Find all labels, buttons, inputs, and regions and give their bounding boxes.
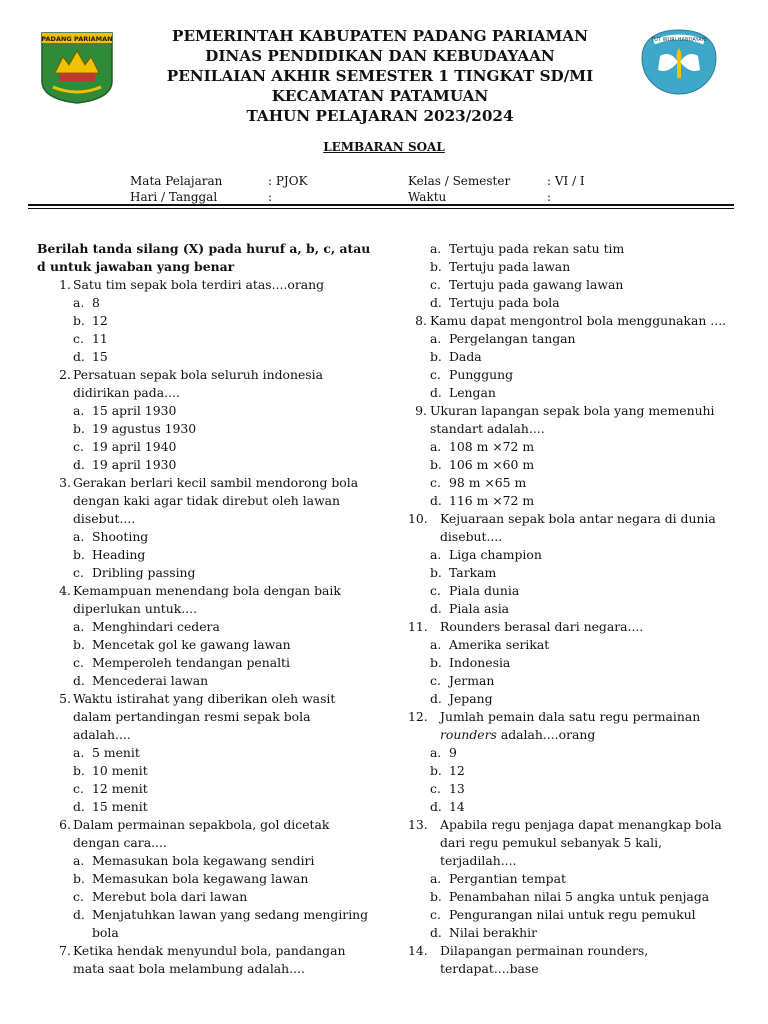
day-label: Hari / Tanggal (130, 190, 218, 204)
option-text: Jepang (449, 691, 493, 706)
question-item (37, 942, 372, 978)
class-label: Kelas / Semester (408, 174, 511, 188)
option-text: Pengurangan nilai untuk regu pemukul (449, 907, 696, 922)
question-text-italic: rounders (440, 727, 497, 742)
option-letter: b. (73, 421, 85, 436)
option-letter: d. (430, 601, 442, 616)
question-number: 3. (59, 475, 71, 490)
option-letter: c. (73, 781, 84, 796)
question-number: 2. (59, 367, 71, 382)
logo-motto-text: TUT WURI HANDAYANI (651, 37, 707, 43)
padang-pariaman-logo (39, 29, 115, 105)
option-text: 9 (449, 745, 457, 760)
option-text: 15 april 1930 (92, 403, 177, 418)
question-number: 13. (408, 817, 428, 832)
question-text: Kejuaraan sepak bola antar negara di dunia disebut.... (440, 511, 716, 544)
answer-option[interactable] (37, 546, 372, 564)
subject-value: : PJOK (268, 174, 308, 188)
option-letter: b. (73, 871, 85, 886)
answer-option[interactable] (37, 870, 372, 888)
option-letter: a. (430, 439, 442, 454)
option-letter: c. (430, 367, 441, 382)
question-item (408, 708, 738, 744)
option-text: Shooting (92, 529, 149, 544)
option-letter: b. (430, 457, 442, 472)
answer-option[interactable] (412, 906, 738, 924)
option-letter: d. (430, 295, 442, 310)
answer-option[interactable] (37, 636, 372, 654)
option-text: 19 april 1930 (92, 457, 177, 472)
option-letter: a. (73, 529, 85, 544)
header-divider-thick (28, 204, 734, 206)
question-item (408, 942, 738, 978)
option-text: Mencetak gol ke gawang lawan (92, 637, 291, 652)
option-text: 15 menit (92, 799, 148, 814)
answer-option[interactable] (37, 438, 372, 456)
option-letter: a. (430, 331, 442, 346)
answer-option[interactable] (412, 636, 738, 654)
answer-option[interactable] (37, 852, 372, 870)
option-text: 19 agustus 1930 (92, 421, 197, 436)
question-text: Persatuan sepak bola seluruh indonesia didirikan pada.... (73, 367, 323, 400)
answer-option[interactable] (412, 870, 738, 888)
option-text: Pergantian tempat (449, 871, 566, 886)
question-text: Ukuran lapangan sepak bola yang memenuhi standart adalah.... (430, 403, 715, 436)
option-letter: c. (73, 565, 84, 580)
option-letter: b. (73, 313, 85, 328)
option-text: Tertuju pada bola (449, 295, 560, 310)
question-text: Waktu istirahat yang diberikan oleh wasit dalam pertandingan resmi sepak bola adalah.... (73, 691, 336, 742)
option-letter: a. (430, 871, 442, 886)
option-letter: c. (430, 673, 441, 688)
option-text: 12 (92, 313, 108, 328)
question-item (408, 816, 738, 870)
option-text: Punggung (449, 367, 514, 382)
option-text: 108 m ×72 m (449, 439, 535, 454)
option-text: Dada (449, 349, 482, 364)
answer-option[interactable] (412, 276, 738, 294)
option-letter: a. (73, 295, 85, 310)
option-text: Tertuju pada gawang lawan (449, 277, 624, 292)
question-text: Dalam permainan sepakbola, gol dicetak dengan cara.... (73, 817, 330, 850)
answer-option[interactable] (412, 888, 738, 906)
option-text: 98 m ×65 m (449, 475, 527, 490)
option-letter: b. (430, 655, 442, 670)
option-letter: d. (430, 799, 442, 814)
answer-option[interactable] (37, 798, 372, 816)
answer-option[interactable] (412, 384, 738, 402)
question-text: Satu tim sepak bola terdiri atas....orang (73, 277, 325, 292)
answer-option[interactable] (412, 690, 738, 708)
logo-banner-text: PADANG PARIAMAN (41, 35, 113, 43)
option-text: Piala asia (449, 601, 510, 616)
question-number: 11. (408, 619, 428, 634)
option-text: 116 m ×72 m (449, 493, 535, 508)
answer-option[interactable] (412, 744, 738, 762)
option-letter: a. (430, 241, 442, 256)
day-value: : (268, 190, 273, 204)
answer-option[interactable] (412, 762, 738, 780)
option-text: Mencederai lawan (92, 673, 209, 688)
option-letter: d. (430, 691, 442, 706)
option-letter: a. (73, 745, 85, 760)
question-item (37, 690, 372, 744)
answer-option[interactable] (37, 672, 372, 690)
option-letter: d. (73, 799, 85, 814)
question-number: 6. (59, 817, 71, 832)
question-text: Ketika hendak menyundul bola, pandangan mata saat bola melambung adalah.... (73, 943, 346, 976)
option-text: Memasukan bola kegawang lawan (92, 871, 309, 886)
answer-option[interactable] (412, 240, 738, 258)
answer-option[interactable] (412, 258, 738, 276)
question-item (412, 312, 738, 330)
answer-option[interactable] (412, 564, 738, 582)
answer-option[interactable] (412, 672, 738, 690)
answer-option[interactable] (412, 924, 738, 942)
answer-option[interactable] (412, 600, 738, 618)
option-text: 8 (92, 295, 100, 310)
question-number: 10. (408, 511, 428, 526)
option-letter: a. (430, 745, 442, 760)
option-letter: d. (73, 457, 85, 472)
option-text: Indonesia (449, 655, 511, 670)
subject-label: Mata Pelajaran (130, 174, 223, 188)
question-number: 8. (415, 313, 427, 328)
option-text: Menghindari cedera (92, 619, 220, 634)
letterhead (150, 26, 610, 126)
answer-option[interactable] (412, 438, 738, 456)
question-item (37, 276, 372, 294)
answer-option[interactable] (412, 654, 738, 672)
answer-option[interactable] (412, 492, 738, 510)
question-number: 14. (408, 943, 428, 958)
question-item (37, 816, 372, 852)
option-letter: b. (73, 547, 85, 562)
answer-option[interactable] (37, 348, 372, 366)
answer-option[interactable] (37, 294, 372, 312)
right-column (408, 240, 738, 978)
question-item (412, 402, 738, 438)
option-letter: b. (73, 763, 85, 778)
question-text-part: Jumlah pemain dala satu regu permainan (440, 709, 701, 724)
answer-option[interactable] (37, 906, 372, 942)
option-letter: c. (430, 277, 441, 292)
answer-option[interactable] (37, 888, 372, 906)
question-text-part: adalah....orang (496, 727, 596, 742)
question-item (408, 618, 738, 636)
option-letter: c. (430, 583, 441, 598)
header-line-2: DINAS PENDIDIKAN DAN KEBUDAYAAN (205, 47, 555, 65)
answer-option[interactable] (412, 366, 738, 384)
question-item (37, 582, 372, 618)
question-text: Kamu dapat mengontrol bola menggunakan .... (430, 313, 727, 328)
option-letter: c. (73, 331, 84, 346)
option-letter: b. (430, 763, 442, 778)
option-letter: c. (73, 439, 84, 454)
option-text: Pergelangan tangan (449, 331, 576, 346)
option-letter: c. (73, 889, 84, 904)
answer-option[interactable] (37, 528, 372, 546)
option-text: 12 menit (92, 781, 148, 796)
option-text: Memasukan bola kegawang sendiri (92, 853, 315, 868)
answer-option[interactable] (37, 762, 372, 780)
question-text (440, 708, 738, 744)
option-text: 19 april 1940 (92, 439, 177, 454)
document-title: LEMBARAN SOAL (323, 140, 445, 154)
option-letter: c. (430, 907, 441, 922)
question-number: 7. (59, 943, 71, 958)
answer-option[interactable] (37, 456, 372, 474)
answer-option[interactable] (37, 312, 372, 330)
option-letter: c. (430, 781, 441, 796)
option-text: Merebut bola dari lawan (92, 889, 248, 904)
option-letter: d. (73, 907, 85, 922)
option-letter: d. (430, 385, 442, 400)
option-letter: c. (73, 655, 84, 670)
time-label: Waktu (408, 190, 447, 204)
option-letter: a. (430, 547, 442, 562)
answer-option[interactable] (37, 564, 372, 582)
option-text: 12 (449, 763, 465, 778)
option-letter: d. (73, 673, 85, 688)
answer-option[interactable] (412, 780, 738, 798)
option-text: 10 menit (92, 763, 148, 778)
question-number: 4. (59, 583, 71, 598)
answer-option[interactable] (412, 294, 738, 312)
option-letter: c. (430, 475, 441, 490)
answer-option[interactable] (37, 330, 372, 348)
option-text: 13 (449, 781, 465, 796)
tut-wuri-handayani-logo (640, 28, 718, 96)
answer-option[interactable] (412, 474, 738, 492)
instruction-text: Berilah tanda silang (X) pada huruf a, b, c, atau d untuk jawaban yang benar (37, 241, 371, 274)
option-text: Liga champion (449, 547, 542, 562)
option-letter: d. (430, 925, 442, 940)
option-text: 14 (449, 799, 465, 814)
question-number: 9. (415, 403, 427, 418)
option-text: Tertuju pada rekan satu tim (449, 241, 625, 256)
answer-option[interactable] (37, 618, 372, 636)
answer-option[interactable] (412, 798, 738, 816)
answer-option[interactable] (37, 654, 372, 672)
option-letter: d. (430, 493, 442, 508)
option-text: Lengan (449, 385, 496, 400)
header-line-5: TAHUN PELAJARAN 2023/2024 (246, 107, 514, 125)
option-letter: a. (430, 637, 442, 652)
option-letter: d. (73, 349, 85, 364)
question-text: Apabila regu penjaga dapat menangkap bola dari regu pemukul sebanyak 5 kali, terjadilah.... (440, 817, 722, 868)
question-number: 1. (59, 277, 71, 292)
option-text: Penambahan nilai 5 angka untuk penjaga (449, 889, 710, 904)
question-item (408, 510, 738, 546)
question-text: Dilapangan permainan rounders, terdapat....base (440, 943, 649, 976)
time-value: : (547, 190, 552, 204)
answer-option[interactable] (412, 546, 738, 564)
question-text: Gerakan berlari kecil sambil mendorong bola dengan kaki agar tidak direbut oleh lawan disebut.... (73, 475, 359, 526)
option-text: Jerman (449, 673, 495, 688)
option-letter: b. (430, 349, 442, 364)
answer-option[interactable] (412, 348, 738, 366)
option-text: 106 m ×60 m (449, 457, 535, 472)
header-line-4: KECAMATAN PATAMUAN (271, 87, 489, 105)
option-text: Piala dunia (449, 583, 520, 598)
option-text: Tertuju pada lawan (449, 259, 571, 274)
answer-option[interactable] (412, 330, 738, 348)
option-letter: b. (73, 637, 85, 652)
answer-option[interactable] (412, 456, 738, 474)
header-line-3: PENILAIAN AKHIR SEMESTER 1 TINGKAT SD/MI (166, 67, 594, 85)
option-letter: b. (430, 565, 442, 580)
answer-option[interactable] (37, 780, 372, 798)
header-divider-thin (28, 208, 734, 209)
question-text: Kemampuan menendang bola dengan baik diperlukan untuk.... (73, 583, 341, 616)
option-text: Menjatuhkan lawan yang sedang mengiring bola (92, 907, 369, 940)
option-text: Tarkam (449, 565, 497, 580)
question-item (37, 366, 372, 402)
question-number: 5. (59, 691, 71, 706)
option-letter: a. (73, 853, 85, 868)
left-column (37, 240, 372, 978)
option-text: Memperoleh tendangan penalti (92, 655, 290, 670)
answer-option[interactable] (412, 582, 738, 600)
header-line-1: PEMERINTAH KABUPATEN PADANG PARIAMAN (172, 27, 588, 45)
option-letter: a. (73, 619, 85, 634)
option-text: 5 menit (92, 745, 140, 760)
option-text: Amerika serikat (449, 637, 550, 652)
option-text: Heading (92, 547, 146, 562)
answer-option[interactable] (37, 402, 372, 420)
answer-option[interactable] (37, 420, 372, 438)
option-text: Dribling passing (92, 565, 196, 580)
option-letter: b. (430, 889, 442, 904)
option-letter: a. (73, 403, 85, 418)
option-text: 15 (92, 349, 108, 364)
question-number: 12. (408, 709, 428, 724)
option-text: Nilai berakhir (449, 925, 538, 940)
question-text: Rounders berasal dari negara.... (440, 619, 644, 634)
question-item (37, 474, 372, 528)
option-letter: b. (430, 259, 442, 274)
class-value: : VI / I (547, 174, 585, 188)
answer-option[interactable] (37, 744, 372, 762)
option-text: 11 (92, 331, 108, 346)
